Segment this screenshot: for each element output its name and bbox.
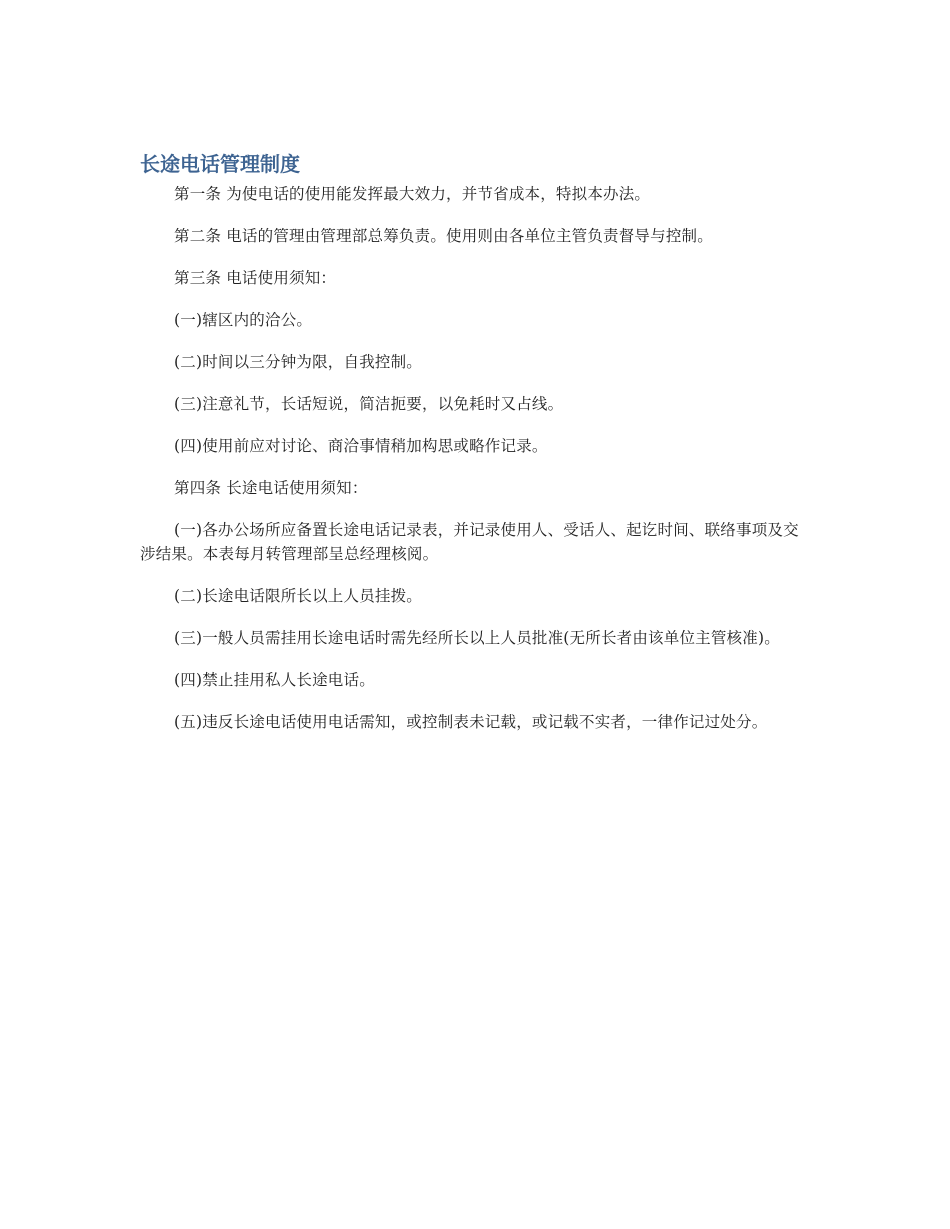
- article-1: 第一条 为使电话的使用能发挥最大效力，并节省成本，特拟本办法。: [174, 185, 651, 203]
- article-4-item-3: (三)一般人员需挂用长途电话时需先经所长以上人员批准(无所长者由该单位主管核准)。: [174, 629, 780, 647]
- article-4-item-2: (二)长途电话限所长以上人员挂拨。: [174, 587, 422, 605]
- article-3-item-1: (一)辖区内的洽公。: [174, 311, 313, 329]
- article-4-item-5: (五)违反长途电话使用电话需知，或控制表未记载，或记载不实者，一律作记过处分。: [174, 713, 768, 731]
- article-2: 第二条 电话的管理由管理部总筹负责。使用则由各单位主管负责督导与控制。: [174, 227, 713, 245]
- article-4-item-1: (一)各办公场所应备置长途电话记录表，并记录使用人、受话人、起讫时间、联络事项及交涉结果。本表每月转管理部呈总经理核阅。: [140, 521, 799, 563]
- article-4-item-4: (四)禁止挂用私人长途电话。: [174, 671, 375, 689]
- article-3-item-2: (二)时间以三分钟为限，自我控制。: [174, 353, 422, 371]
- document-body: [140, 148, 808, 752]
- article-3-item-3: (三)注意礼节，长话短说，简洁扼要，以免耗时又占线。: [174, 395, 564, 413]
- article-3-item-4: (四)使用前应对讨论、商洽事情稍加构思或略作记录。: [174, 437, 548, 455]
- article-3: 第三条 电话使用须知：: [174, 269, 337, 287]
- document-title: 长途电话管理制度: [140, 152, 300, 176]
- article-4: 第四条 长途电话使用须知：: [174, 479, 368, 497]
